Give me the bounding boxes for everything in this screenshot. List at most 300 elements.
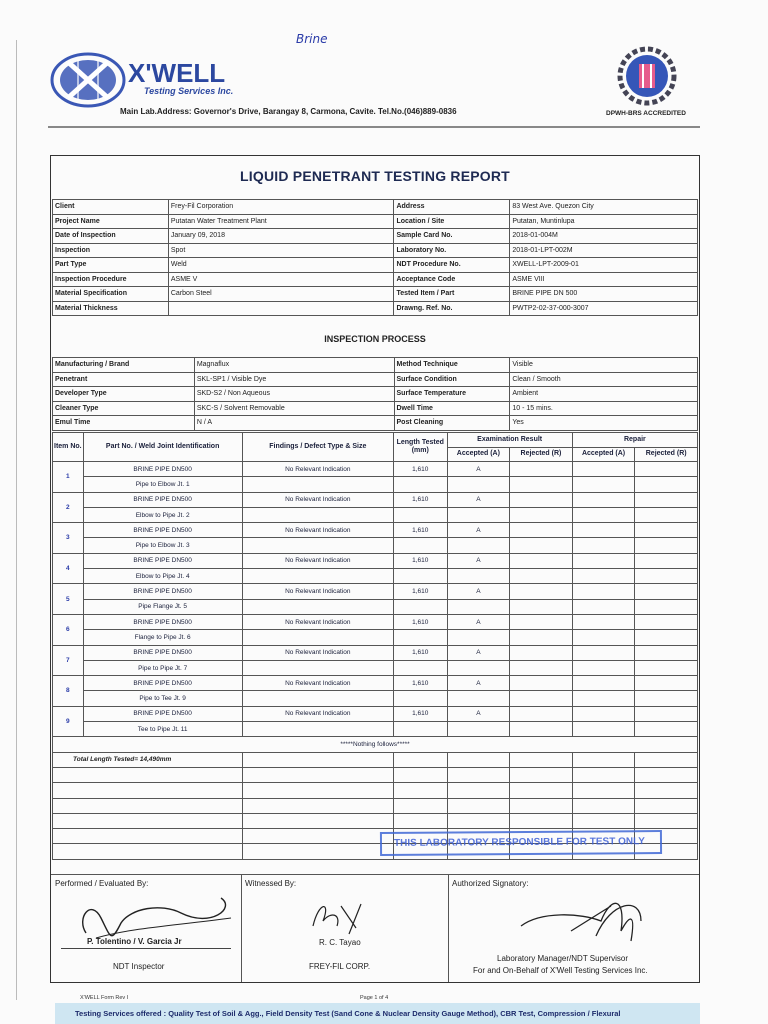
joint-identification: Elbow to Pipe Jt. 2: [83, 507, 242, 522]
info-table: [52, 199, 698, 316]
info-value: Frey-Fil Corporation: [168, 200, 394, 215]
info-value: ASME VIII: [510, 272, 698, 287]
part-name: BRINE PIPE DN500: [83, 553, 242, 568]
empty-cell: [635, 599, 698, 614]
lab-responsibility-stamp: THIS LABORATORY RESPONSIBLE FOR TEST ONLY: [380, 830, 662, 856]
process-row: [53, 401, 698, 416]
empty-cell: [572, 630, 635, 645]
info-label: Part Type: [53, 258, 169, 273]
process-row: [53, 372, 698, 387]
witnessed-name: R. C. Tayao: [319, 938, 361, 947]
info-value: Carbon Steel: [168, 287, 394, 302]
witnessed-role: FREY-FIL CORP.: [309, 962, 371, 971]
performed-label: Performed / Evaluated By:: [55, 879, 149, 888]
results-table: [52, 432, 698, 860]
page-margin-line: [16, 40, 17, 1000]
table-row: [53, 477, 698, 492]
empty-cell: [242, 767, 393, 782]
info-value: BRINE PIPE DN 500: [510, 287, 698, 302]
blank-row: [53, 813, 698, 828]
info-value: XWELL-LPT-2009-01: [510, 258, 698, 273]
info-row: [53, 272, 698, 287]
info-value: 2018-01-LPT-002M: [510, 243, 698, 258]
part-name: BRINE PIPE DN500: [83, 645, 242, 660]
authorized-label: Authorized Signatory:: [452, 879, 529, 888]
empty-cell: [635, 538, 698, 553]
repair-rejected: [635, 523, 698, 538]
table-row: [53, 630, 698, 645]
table-row: [53, 569, 698, 584]
exam-accepted: A: [447, 584, 510, 599]
exam-rejected: [510, 553, 573, 568]
empty-cell: [635, 507, 698, 522]
process-row: [53, 358, 698, 373]
process-label: Surface Condition: [394, 372, 510, 387]
empty-cell: [242, 477, 393, 492]
report-title: LIQUID PENETRANT TESTING REPORT: [240, 168, 510, 184]
empty-cell: [510, 752, 573, 767]
table-row: [53, 538, 698, 553]
item-number: 4: [53, 553, 84, 584]
empty-cell: [242, 829, 393, 844]
info-label: Acceptance Code: [394, 272, 510, 287]
info-value: January 09, 2018: [168, 229, 394, 244]
process-value: SKC-S / Solvent Removable: [194, 401, 394, 416]
table-row: [53, 462, 698, 477]
company-name: X'WELL: [128, 58, 226, 88]
joint-identification: Flange to Pipe Jt. 6: [83, 630, 242, 645]
info-value: PWTP2-02-37-000-3007: [510, 301, 698, 316]
table-row: [53, 660, 698, 675]
item-number: 8: [53, 676, 84, 707]
empty-cell: [447, 783, 510, 798]
process-row: [53, 416, 698, 431]
nothing-follows: *****Nothing follows*****: [53, 737, 698, 752]
info-value: 83 West Ave. Quezon City: [510, 200, 698, 215]
authorized-role-2: For and On-Behalf of X'Well Testing Services Inc.: [473, 966, 648, 975]
part-name: BRINE PIPE DN500: [83, 492, 242, 507]
finding: No Relevant Indication: [242, 492, 393, 507]
empty-cell: [53, 767, 243, 782]
info-label: Location / Site: [394, 214, 510, 229]
exam-accepted: A: [447, 706, 510, 721]
table-row: [53, 523, 698, 538]
repair-accepted: [572, 614, 635, 629]
empty-cell: [447, 477, 510, 492]
empty-cell: [242, 798, 393, 813]
performed-name: P. Tolentino / V. Garcia Jr: [87, 937, 182, 946]
col-length: Length Tested (mm): [393, 433, 447, 462]
empty-cell: [572, 660, 635, 675]
info-row: [53, 214, 698, 229]
empty-cell: [510, 798, 573, 813]
length-tested: 1,610: [393, 706, 447, 721]
empty-cell: [242, 752, 393, 767]
table-row: [53, 645, 698, 660]
process-value: Yes: [510, 416, 698, 431]
total-length-row: [53, 752, 698, 767]
process-label: Cleaner Type: [53, 401, 195, 416]
info-row: [53, 229, 698, 244]
info-label: Material Specification: [53, 287, 169, 302]
item-number: 7: [53, 645, 84, 676]
part-name: BRINE PIPE DN500: [83, 676, 242, 691]
info-row: [53, 287, 698, 302]
exam-accepted: A: [447, 553, 510, 568]
xwell-logo-icon: [48, 50, 128, 110]
process-value: Clean / Smooth: [510, 372, 698, 387]
empty-cell: [572, 783, 635, 798]
empty-cell: [510, 691, 573, 706]
repair-accepted: [572, 553, 635, 568]
length-tested: 1,610: [393, 492, 447, 507]
joint-identification: Elbow to Pipe Jt. 4: [83, 569, 242, 584]
col-exam-result: Examination Result: [447, 433, 572, 448]
empty-cell: [53, 798, 243, 813]
empty-cell: [510, 660, 573, 675]
info-value: Spot: [168, 243, 394, 258]
empty-cell: [572, 477, 635, 492]
blank-row: [53, 783, 698, 798]
exam-accepted: A: [447, 645, 510, 660]
finding: No Relevant Indication: [242, 462, 393, 477]
exam-rejected: [510, 676, 573, 691]
table-row: [53, 722, 698, 737]
info-label: Client: [53, 200, 169, 215]
empty-cell: [242, 813, 393, 828]
item-number: 9: [53, 706, 84, 737]
col-repair-accepted: Accepted (A): [572, 447, 635, 462]
empty-cell: [447, 722, 510, 737]
company-tagline: Testing Services Inc.: [144, 86, 234, 96]
exam-rejected: [510, 645, 573, 660]
table-row: [53, 584, 698, 599]
authorized-signature-icon: [511, 891, 651, 951]
item-number: 6: [53, 614, 84, 645]
services-footer: Testing Services offered : Quality Test of Soil & Agg., Field Density Test (Sand Cone & Nuclear Density Gauge Method), CBR Test, Compression / Flexural: [55, 1003, 700, 1024]
length-tested: 1,610: [393, 553, 447, 568]
process-label: Dwell Time: [394, 401, 510, 416]
repair-rejected: [635, 706, 698, 721]
empty-cell: [510, 507, 573, 522]
empty-cell: [393, 569, 447, 584]
dpwh-seal-icon: [612, 46, 682, 108]
empty-cell: [635, 767, 698, 782]
item-number: 3: [53, 523, 84, 554]
col-findings: Findings / Defect Type & Size: [242, 433, 393, 462]
col-repair: Repair: [572, 433, 697, 448]
empty-cell: [510, 783, 573, 798]
empty-cell: [635, 477, 698, 492]
process-label: Penetrant: [53, 372, 195, 387]
process-value: SKD-S2 / Non Aqueous: [194, 387, 394, 402]
length-tested: 1,610: [393, 462, 447, 477]
empty-cell: [447, 752, 510, 767]
empty-cell: [635, 660, 698, 675]
info-value: ASME V: [168, 272, 394, 287]
exam-rejected: [510, 523, 573, 538]
joint-identification: Pipe Flange Jt. 5: [83, 599, 242, 614]
empty-cell: [393, 783, 447, 798]
blank-row: [53, 798, 698, 813]
form-revision: X'WELL Form Rev I: [80, 995, 129, 1001]
report-frame: [50, 155, 700, 983]
exam-accepted: A: [447, 676, 510, 691]
performed-name-rule: [61, 948, 231, 949]
empty-cell: [447, 798, 510, 813]
item-number: 5: [53, 584, 84, 615]
signature-col-sep-2: [448, 874, 449, 982]
process-value: Ambient: [510, 387, 698, 402]
signature-divider: [51, 874, 699, 875]
empty-cell: [393, 538, 447, 553]
empty-cell: [572, 798, 635, 813]
table-row: [53, 507, 698, 522]
process-row: [53, 387, 698, 402]
info-value: Weld: [168, 258, 394, 273]
empty-cell: [447, 691, 510, 706]
empty-cell: [242, 722, 393, 737]
info-label: Date of Inspection: [53, 229, 169, 244]
empty-cell: [635, 783, 698, 798]
empty-cell: [510, 767, 573, 782]
repair-rejected: [635, 492, 698, 507]
info-label: Address: [394, 200, 510, 215]
authorized-role-1: Laboratory Manager/NDT Supervisor: [497, 954, 629, 963]
info-value: Putatan, Muntinlupa: [510, 214, 698, 229]
part-name: BRINE PIPE DN500: [83, 523, 242, 538]
repair-accepted: [572, 706, 635, 721]
empty-cell: [393, 630, 447, 645]
empty-cell: [635, 813, 698, 828]
info-label: Inspection Procedure: [53, 272, 169, 287]
empty-cell: [242, 630, 393, 645]
empty-cell: [510, 630, 573, 645]
joint-identification: Pipe to Pipe Jt. 7: [83, 660, 242, 675]
empty-cell: [242, 844, 393, 859]
empty-cell: [447, 813, 510, 828]
empty-cell: [447, 660, 510, 675]
blank-row: [53, 767, 698, 782]
col-item: Item No.: [53, 433, 84, 462]
empty-cell: [393, 660, 447, 675]
empty-cell: [393, 477, 447, 492]
joint-identification: Pipe to Elbow Jt. 1: [83, 477, 242, 492]
empty-cell: [242, 538, 393, 553]
empty-cell: [447, 569, 510, 584]
process-value: SKL-SP1 / Visible Dye: [194, 372, 394, 387]
repair-rejected: [635, 553, 698, 568]
exam-accepted: A: [447, 492, 510, 507]
empty-cell: [635, 691, 698, 706]
empty-cell: [510, 722, 573, 737]
process-label: Method Technique: [394, 358, 510, 373]
accreditation-label: DPWH-BRS ACCREDITED: [606, 110, 686, 117]
process-value: N / A: [194, 416, 394, 431]
table-row: [53, 614, 698, 629]
witnessed-signature-icon: [301, 896, 381, 936]
joint-identification: Pipe to Elbow Jt. 3: [83, 538, 242, 553]
empty-cell: [572, 507, 635, 522]
table-row: [53, 492, 698, 507]
exam-rejected: [510, 584, 573, 599]
info-label: Project Name: [53, 214, 169, 229]
info-label: Material Thickness: [53, 301, 169, 316]
table-row: [53, 691, 698, 706]
finding: No Relevant Indication: [242, 645, 393, 660]
finding: No Relevant Indication: [242, 706, 393, 721]
empty-cell: [635, 569, 698, 584]
empty-cell: [572, 767, 635, 782]
exam-rejected: [510, 492, 573, 507]
length-tested: 1,610: [393, 614, 447, 629]
item-number: 2: [53, 492, 84, 523]
process-title: INSPECTION PROCESS: [324, 334, 426, 344]
process-label: Emul Time: [53, 416, 195, 431]
empty-cell: [393, 767, 447, 782]
col-part: Part No. / Weld Joint Identification: [83, 433, 242, 462]
info-row: [53, 301, 698, 316]
info-label: Sample Card No.: [394, 229, 510, 244]
empty-cell: [572, 691, 635, 706]
empty-cell: [393, 691, 447, 706]
total-length: Total Length Tested= 14,490mm: [53, 752, 243, 767]
nothing-follows-row: [53, 737, 698, 752]
repair-rejected: [635, 614, 698, 629]
process-label: Surface Temperature: [394, 387, 510, 402]
table-row: [53, 553, 698, 568]
empty-cell: [242, 599, 393, 614]
table-row: [53, 706, 698, 721]
empty-cell: [53, 813, 243, 828]
info-label: NDT Procedure No.: [394, 258, 510, 273]
process-label: Developer Type: [53, 387, 195, 402]
empty-cell: [572, 599, 635, 614]
witnessed-label: Witnessed By:: [245, 879, 297, 888]
repair-rejected: [635, 676, 698, 691]
info-row: [53, 200, 698, 215]
info-label: Drawng. Ref. No.: [394, 301, 510, 316]
info-label: Inspection: [53, 243, 169, 258]
exam-accepted: A: [447, 614, 510, 629]
empty-cell: [510, 599, 573, 614]
empty-cell: [53, 783, 243, 798]
repair-rejected: [635, 462, 698, 477]
empty-cell: [447, 599, 510, 614]
empty-cell: [635, 752, 698, 767]
empty-cell: [393, 599, 447, 614]
table-row: [53, 676, 698, 691]
process-label: Manufacturing / Brand: [53, 358, 195, 373]
brine-annotation: Brine: [296, 32, 328, 46]
exam-rejected: [510, 706, 573, 721]
empty-cell: [572, 538, 635, 553]
empty-cell: [242, 691, 393, 706]
item-number: 1: [53, 462, 84, 493]
finding: No Relevant Indication: [242, 676, 393, 691]
empty-cell: [447, 630, 510, 645]
process-value: Magnaflux: [194, 358, 394, 373]
signature-col-sep-1: [241, 874, 242, 982]
finding: No Relevant Indication: [242, 553, 393, 568]
empty-cell: [447, 767, 510, 782]
empty-cell: [393, 507, 447, 522]
empty-cell: [572, 752, 635, 767]
company-address: Main Lab.Address: Governor's Drive, Barangay 8, Carmona, Cavite. Tel.No.(046)889-0836: [120, 107, 457, 116]
info-label: Laboratory No.: [394, 243, 510, 258]
empty-cell: [242, 507, 393, 522]
empty-cell: [242, 783, 393, 798]
empty-cell: [242, 660, 393, 675]
info-row: [53, 258, 698, 273]
part-name: BRINE PIPE DN500: [83, 462, 242, 477]
empty-cell: [510, 569, 573, 584]
empty-cell: [510, 477, 573, 492]
header-rule: [48, 126, 700, 128]
empty-cell: [242, 569, 393, 584]
joint-identification: Pipe to Tee Jt. 9: [83, 691, 242, 706]
part-name: BRINE PIPE DN500: [83, 584, 242, 599]
length-tested: 1,610: [393, 584, 447, 599]
empty-cell: [393, 722, 447, 737]
empty-cell: [635, 722, 698, 737]
empty-cell: [447, 507, 510, 522]
length-tested: 1,610: [393, 523, 447, 538]
exam-rejected: [510, 614, 573, 629]
repair-rejected: [635, 645, 698, 660]
performed-role: NDT Inspector: [113, 962, 165, 971]
exam-rejected: [510, 462, 573, 477]
empty-cell: [572, 813, 635, 828]
finding: No Relevant Indication: [242, 614, 393, 629]
col-exam-accepted: Accepted (A): [447, 447, 510, 462]
empty-cell: [393, 752, 447, 767]
process-label: Post Cleaning: [394, 416, 510, 431]
part-name: BRINE PIPE DN500: [83, 706, 242, 721]
empty-cell: [635, 798, 698, 813]
exam-accepted: A: [447, 462, 510, 477]
empty-cell: [447, 538, 510, 553]
empty-cell: [510, 813, 573, 828]
repair-accepted: [572, 584, 635, 599]
length-tested: 1,610: [393, 645, 447, 660]
col-repair-rejected: Rejected (R): [635, 447, 698, 462]
finding: No Relevant Indication: [242, 584, 393, 599]
empty-cell: [510, 538, 573, 553]
empty-cell: [393, 813, 447, 828]
exam-accepted: A: [447, 523, 510, 538]
info-label: Tested Item / Part: [394, 287, 510, 302]
info-value: Putatan Water Treatment Plant: [168, 214, 394, 229]
repair-accepted: [572, 523, 635, 538]
empty-cell: [53, 829, 243, 844]
empty-cell: [393, 798, 447, 813]
empty-cell: [572, 722, 635, 737]
empty-cell: [53, 844, 243, 859]
page-number: Page 1 of 4: [360, 995, 389, 1001]
length-tested: 1,610: [393, 676, 447, 691]
col-exam-rejected: Rejected (R): [510, 447, 573, 462]
process-value: 10 - 15 mins.: [510, 401, 698, 416]
empty-cell: [572, 569, 635, 584]
finding: No Relevant Indication: [242, 523, 393, 538]
info-row: [53, 243, 698, 258]
repair-accepted: [572, 645, 635, 660]
table-row: [53, 599, 698, 614]
repair-accepted: [572, 462, 635, 477]
process-table: [52, 357, 698, 431]
empty-cell: [635, 630, 698, 645]
